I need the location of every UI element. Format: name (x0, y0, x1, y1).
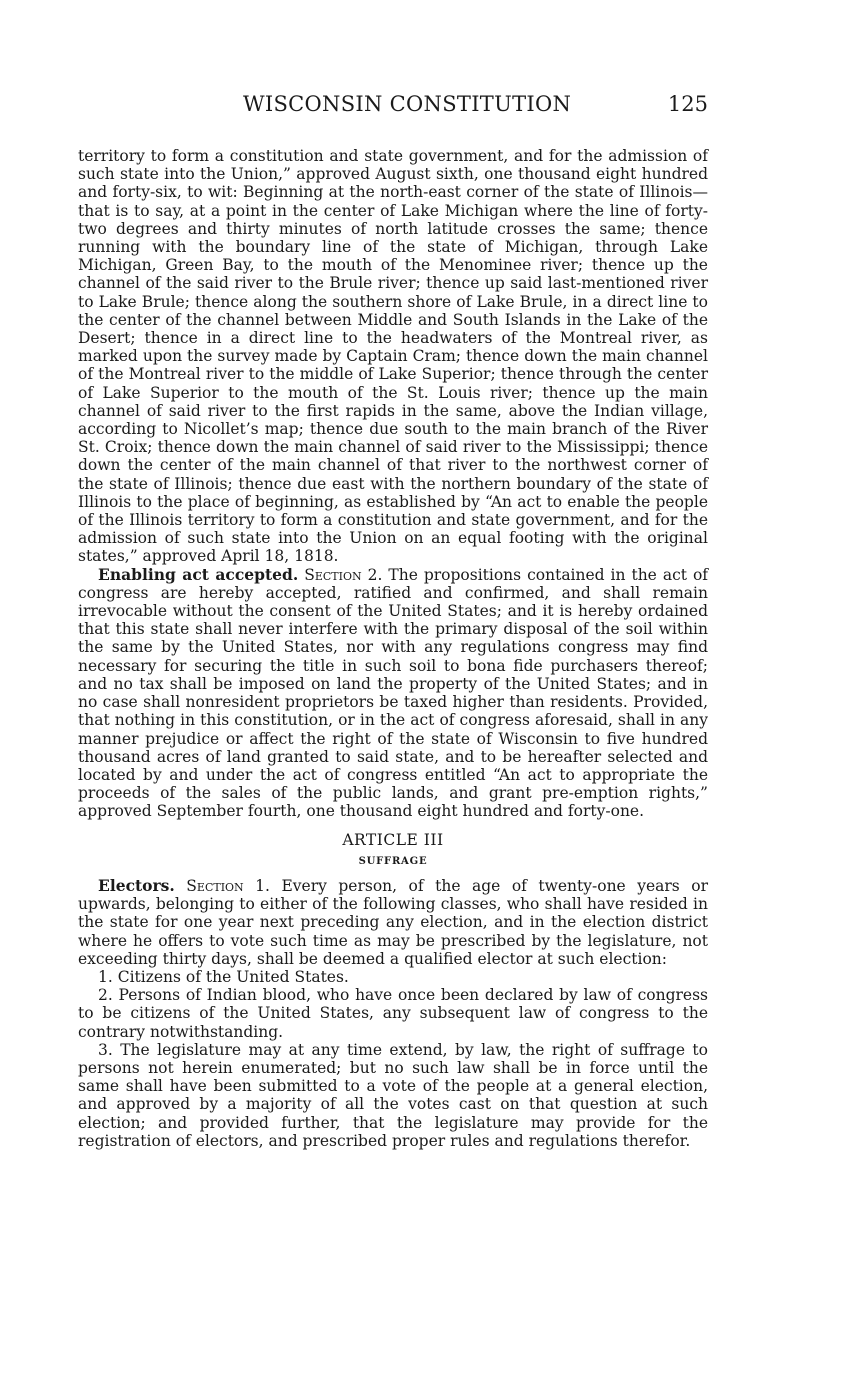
section-number: Section 2. (304, 565, 383, 584)
section-number: Section 1. (186, 876, 270, 895)
section-heading-electors: Electors. (98, 875, 175, 895)
document-page (78, 92, 708, 1150)
list-item: 2. Persons of Indian blood, who have once been declared by law of congress to be citizens of the United States, any subsequent law of congress to the contrary notwithstanding. (78, 986, 708, 1041)
section-2-paragraph (78, 566, 708, 821)
list-item: 1. Citizens of the United States. (98, 967, 349, 986)
section-text: The propositions contained in the act of congress are hereby accepted, ratified and confirmed, and shall remain irrevocable without the consent of the United States; and it is hereby ordained that this state shall never interfere with the primary disposal of the soil within the same by the United States, nor with any regulations congress may find necessary for securing the title in such soil to bona fide purchasers thereof; and no tax shall be imposed on land the property of the United States; and in no case shall nonresident proprietors be taxed higher than residents. Provided, that nothing in this constitution, or in the act of congress aforesaid, shall in any manner prejudice or affect the right of the state of Wisconsin to five hundred thousand acres of land granted to said state, and to be hereafter selected and located by and under the act of congress entitled “An act to appropriate the proceeds of the sales of the public lands, and grant pre-emption rights,” approved September fourth, one thousand eight hundred and forty-one. (78, 565, 709, 821)
section-heading-enabling-act: Enabling act accepted. (98, 564, 299, 584)
page-number: 125 (667, 92, 708, 116)
document-body (78, 147, 708, 1150)
article-title: ARTICLE III (342, 830, 444, 849)
page-header (78, 92, 708, 122)
article-subtitle: SUFFRAGE (358, 855, 428, 867)
continued-paragraph: territory to form a constitution and state government, and for the admission of such state into the Union,” approved August sixth, one thousand eight hundred and forty-six, to wit: Beginning at the north-east corner of the state of Illinois—that is to say, at a point in the center of Lake Michigan where the line of forty-two degrees and thirty minutes of north latitude crosses the same; thence running with the boundary line of the state of Michigan, through Lake Michigan, Green Bay, to the mouth of the Menominee river; thence up the channel of the said river to the Brule river; thence up said last-mentioned river to Lake Brule; thence along the southern shore of Lake Brule, in a direct line to the center of the channel between Middle and South Islands in the Lake of the Desert; thence in a direct line to the headwaters of the Montreal river, as marked upon the survey made by Captain Cram; thence down the main channel of the Montreal river to the middle of Lake Superior; thence through the center of Lake Superior to the mouth of the St. Louis river; thence up the main channel of said river to the first rapids in the same, above the Indian village, according to Nicollet’s map; thence due south to the main branch of the River St. Croix; thence down the main channel of said river to the Mississippi; thence down the center of the main channel of that river to the northwest corner of the state of Illinois; thence due east with the northern boundary of the state of Illinois to the place of beginning, as established by “An act to enable the people of the Illinois territory to form a constitution and state government, and for the admission of such state into the Union on an equal footing with the original states,” approved April 18, 1818. (78, 147, 708, 566)
section-text: Every person, of the age of twenty-one years or upwards, belonging to either of the following classes, who shall have resided in the state for one year next preceding any election, and in the election district where he offers to vote such time as may be prescribed by the legislature, not exceeding thirty days, shall be deemed a qualified elector at such election: (78, 876, 708, 968)
section-1-paragraph (78, 877, 708, 968)
running-title: WISCONSIN CONSTITUTION (243, 92, 572, 116)
list-item: 3. The legislature may at any time extend, by law, the right of suffrage to persons not herein enumerated; but no such law shall be in force until the same shall have been submitted to a vote of the people at a general election, and approved by a majority of all the votes cast on that question at such election; and provided further, that the legislature may provide for the registration of electors, and prescribed proper rules and regulations therefor. (78, 1040, 708, 1150)
